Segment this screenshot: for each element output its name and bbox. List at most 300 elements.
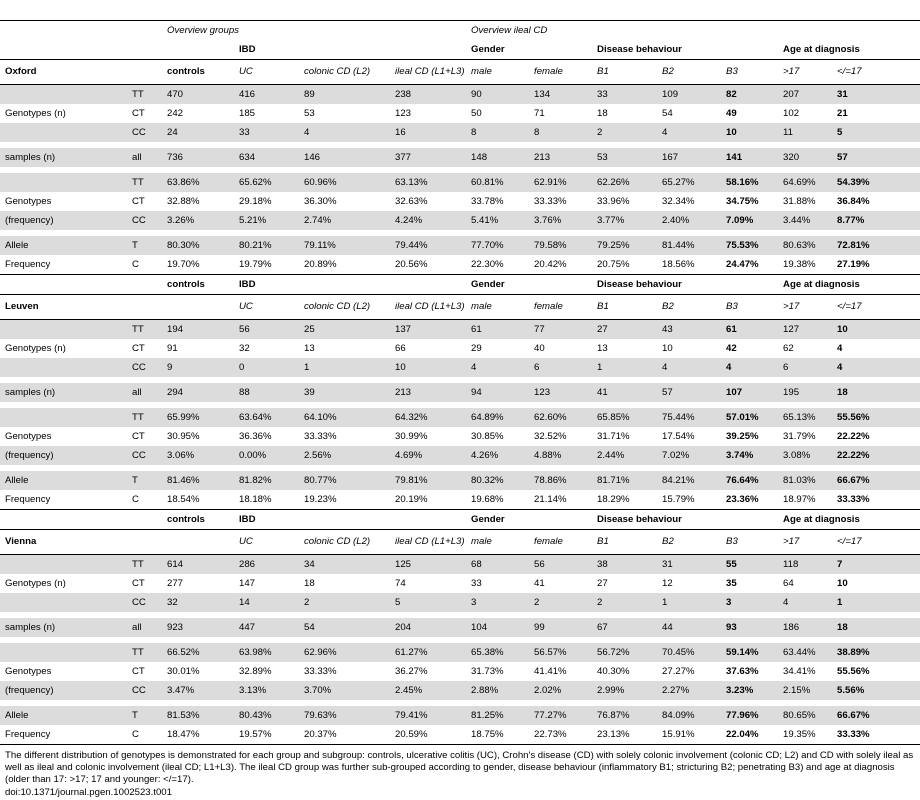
data-cell: 88 xyxy=(234,383,299,402)
data-cell: 634 xyxy=(234,148,299,167)
data-cell: 77.27% xyxy=(529,706,592,725)
column-header: B3 xyxy=(721,530,778,555)
cohort-name: Vienna xyxy=(0,530,127,555)
row-label: Genotypes xyxy=(5,195,52,207)
data-cell: 22.04% xyxy=(721,725,778,745)
row-label: Genotypes (n) xyxy=(5,577,66,589)
data-cell: 78.86% xyxy=(529,471,592,490)
data-cell: 42 xyxy=(726,342,737,354)
data-cell: 18 xyxy=(597,107,608,119)
data-cell: CT xyxy=(132,665,145,677)
data-cell: 147 xyxy=(239,577,256,589)
data-cell: 61 xyxy=(721,320,778,340)
data-cell: 90 xyxy=(466,85,529,105)
data-cell: TT xyxy=(127,408,162,427)
data-cell: 7.02% xyxy=(657,446,721,465)
data-cell: 39.25% xyxy=(726,430,759,442)
row-label: Genotypes xyxy=(5,665,52,677)
table-row xyxy=(0,21,920,40)
data-cell: 29 xyxy=(471,342,482,354)
data-cell: 62.96% xyxy=(299,643,390,662)
data-cell: 19.38% xyxy=(778,255,832,275)
data-cell: 79.81% xyxy=(390,471,466,490)
data-cell: 2 xyxy=(592,123,657,142)
data-cell: 81.82% xyxy=(234,471,299,490)
data-cell: 41 xyxy=(534,577,545,589)
data-cell: 81.46% xyxy=(162,471,234,490)
data-cell: 57.01% xyxy=(721,408,778,427)
row-label: samples (n) xyxy=(0,618,127,637)
data-cell: 19.70% xyxy=(162,255,234,275)
data-cell: 3 xyxy=(466,593,529,612)
data-cell: 22.30% xyxy=(466,255,529,275)
data-cell: 123 xyxy=(529,383,592,402)
data-cell: 31.71% xyxy=(597,430,630,442)
table-row xyxy=(0,510,920,530)
data-cell: 31.88% xyxy=(783,195,816,207)
data-cell: 10 xyxy=(837,577,848,589)
data-cell: 4 xyxy=(832,358,920,377)
column-header: B1 xyxy=(592,295,657,320)
table-row xyxy=(0,173,920,192)
row-label xyxy=(0,643,127,662)
data-cell: 18.29% xyxy=(592,490,657,510)
data-cell: 34.41% xyxy=(783,665,816,677)
row-label: Frequency xyxy=(0,490,127,510)
genotype-table xyxy=(0,21,920,745)
data-cell: 32.34% xyxy=(662,195,695,207)
data-cell: 33.33% xyxy=(304,665,337,677)
data-cell: 29.18% xyxy=(239,195,272,207)
data-cell: T xyxy=(127,236,162,255)
data-cell: 18.18% xyxy=(234,490,299,510)
data-cell: 20.42% xyxy=(529,255,592,275)
data-cell: 125 xyxy=(390,555,466,575)
data-cell: 8.77% xyxy=(832,211,920,230)
data-cell: TT xyxy=(127,85,162,105)
data-cell: 238 xyxy=(390,85,466,105)
row-label: samples (n) xyxy=(0,148,127,167)
data-cell: 21.14% xyxy=(529,490,592,510)
blank-cell xyxy=(127,275,162,295)
row-label: (frequency) xyxy=(0,211,127,230)
data-cell: 63.64% xyxy=(234,408,299,427)
data-cell: 4.24% xyxy=(390,211,466,230)
data-cell: 13 xyxy=(304,342,315,354)
column-header: B2 xyxy=(657,60,721,85)
column-header: UC xyxy=(234,530,299,555)
data-cell: 79.63% xyxy=(299,706,390,725)
data-cell: CC xyxy=(127,681,162,700)
row-label: Genotypes (n) xyxy=(5,107,66,119)
data-cell: 207 xyxy=(778,85,832,105)
column-header: female xyxy=(529,60,592,85)
data-cell: 82 xyxy=(721,85,778,105)
data-cell: TT xyxy=(127,173,162,192)
data-cell: 204 xyxy=(390,618,466,637)
table-row xyxy=(0,593,920,612)
data-cell: 16 xyxy=(390,123,466,142)
data-cell: 185 xyxy=(239,107,256,119)
data-cell: 37.63% xyxy=(726,665,759,677)
data-cell: 71 xyxy=(534,107,545,119)
data-cell: 30.99% xyxy=(395,430,428,442)
data-cell: 32 xyxy=(162,593,234,612)
table-row xyxy=(0,555,920,575)
table-row xyxy=(0,295,920,320)
data-cell: 32.63% xyxy=(395,195,428,207)
data-cell: 32.88% xyxy=(167,195,200,207)
data-cell: CT xyxy=(132,195,145,207)
data-cell: 66 xyxy=(395,342,406,354)
data-cell: 109 xyxy=(657,85,721,105)
data-cell: 107 xyxy=(721,383,778,402)
disease-behaviour-header: Disease behaviour xyxy=(592,275,778,295)
data-cell: 72.81% xyxy=(832,236,920,255)
data-cell: 50 xyxy=(471,107,482,119)
data-cell: 2 xyxy=(529,593,592,612)
row-label: (frequency) xyxy=(0,681,127,700)
data-cell: CC xyxy=(127,211,162,230)
data-cell: 137 xyxy=(390,320,466,340)
data-cell: 41 xyxy=(592,383,657,402)
data-cell: 194 xyxy=(162,320,234,340)
data-cell: T xyxy=(127,706,162,725)
data-cell: all xyxy=(127,383,162,402)
data-cell: 20.37% xyxy=(299,725,390,745)
data-cell: 38 xyxy=(592,555,657,575)
data-cell: 99 xyxy=(529,618,592,637)
data-cell: 18 xyxy=(832,618,920,637)
table-row xyxy=(0,643,920,662)
data-cell: 22.22% xyxy=(832,446,920,465)
disease-behaviour-header: Disease behaviour xyxy=(592,510,778,530)
data-cell: 35 xyxy=(726,577,737,589)
data-cell: 44 xyxy=(657,618,721,637)
ibd-header: IBD xyxy=(234,40,466,60)
row-label xyxy=(0,173,127,192)
data-cell: 54 xyxy=(662,107,673,119)
table-row xyxy=(0,192,920,211)
data-cell: 33 xyxy=(471,577,482,589)
column-header: B2 xyxy=(657,530,721,555)
data-cell: T xyxy=(127,471,162,490)
data-cell: 33.96% xyxy=(597,195,630,207)
data-cell: CT xyxy=(132,342,145,354)
blank-cell xyxy=(127,530,162,555)
data-cell: 75.53% xyxy=(721,236,778,255)
data-cell: 186 xyxy=(778,618,832,637)
data-cell: 3.76% xyxy=(529,211,592,230)
data-cell: 23.13% xyxy=(592,725,657,745)
data-cell: 63.44% xyxy=(778,643,832,662)
data-cell: 3 xyxy=(721,593,778,612)
column-header: </=17 xyxy=(832,295,920,320)
data-cell: 66.67% xyxy=(832,706,920,725)
data-cell: 2.45% xyxy=(390,681,466,700)
table-row xyxy=(0,408,920,427)
data-cell: 33.33% xyxy=(832,725,920,745)
table-row xyxy=(0,530,920,555)
column-header: male xyxy=(466,530,529,555)
data-cell: 5 xyxy=(832,123,920,142)
column-header: B3 xyxy=(721,295,778,320)
data-cell: 7 xyxy=(832,555,920,575)
data-cell: 10 xyxy=(390,358,466,377)
column-header: female xyxy=(529,530,592,555)
data-cell: 3.13% xyxy=(234,681,299,700)
table-row xyxy=(0,104,920,123)
column-header: male xyxy=(466,60,529,85)
data-cell: 34.75% xyxy=(726,195,759,207)
table-row xyxy=(0,618,920,637)
column-header: UC xyxy=(234,60,299,85)
data-cell: 11 xyxy=(778,123,832,142)
data-cell: 20.89% xyxy=(299,255,390,275)
column-header: colonic CD (L2) xyxy=(299,295,390,320)
data-cell: 93 xyxy=(721,618,778,637)
column-header: colonic CD (L2) xyxy=(299,530,390,555)
controls-header: controls xyxy=(162,275,234,295)
column-header: male xyxy=(466,295,529,320)
data-cell: 1 xyxy=(832,593,920,612)
column-header: B1 xyxy=(592,530,657,555)
column-header: ileal CD (L1+L3) xyxy=(390,530,466,555)
data-cell: 65.38% xyxy=(466,643,529,662)
data-cell: 134 xyxy=(529,85,592,105)
data-cell: 19.35% xyxy=(778,725,832,745)
data-cell: 19.79% xyxy=(234,255,299,275)
data-cell: 213 xyxy=(390,383,466,402)
data-cell: 22.73% xyxy=(529,725,592,745)
column-header: female xyxy=(529,295,592,320)
column-header: >17 xyxy=(778,295,832,320)
data-cell: 1 xyxy=(657,593,721,612)
data-cell: 4 xyxy=(721,358,778,377)
data-cell: 20.19% xyxy=(390,490,466,510)
gender-header: Gender xyxy=(466,40,592,60)
data-cell: 1 xyxy=(299,358,390,377)
data-cell: 22.22% xyxy=(837,430,870,442)
data-cell: 18.56% xyxy=(657,255,721,275)
data-cell: C xyxy=(127,490,162,510)
row-label xyxy=(0,593,127,612)
data-cell: 33 xyxy=(592,85,657,105)
data-cell: TT xyxy=(127,555,162,575)
data-cell: 6 xyxy=(529,358,592,377)
data-cell: 3.06% xyxy=(162,446,234,465)
data-cell: 84.21% xyxy=(657,471,721,490)
age-header: Age at diagnosis xyxy=(778,510,920,530)
data-cell: 294 xyxy=(162,383,234,402)
data-cell: 470 xyxy=(162,85,234,105)
data-cell: 4 xyxy=(299,123,390,142)
data-cell: TT xyxy=(127,320,162,340)
data-cell: 77.70% xyxy=(466,236,529,255)
data-cell: 18.54% xyxy=(162,490,234,510)
row-label xyxy=(0,555,127,575)
data-cell: 20.59% xyxy=(390,725,466,745)
data-cell: 80.65% xyxy=(778,706,832,725)
data-cell: 65.85% xyxy=(592,408,657,427)
data-cell: 3.44% xyxy=(778,211,832,230)
row-label: Allele xyxy=(0,236,127,255)
data-cell: 31.73% xyxy=(471,665,504,677)
data-cell: 19.57% xyxy=(234,725,299,745)
data-cell: 416 xyxy=(234,85,299,105)
data-cell: 56.57% xyxy=(529,643,592,662)
data-cell: 59.14% xyxy=(721,643,778,662)
data-cell: 32.52% xyxy=(534,430,567,442)
data-cell: 63.13% xyxy=(390,173,466,192)
table-caption: The different distribution of genotypes is demonstrated for each group and subgroup: controls, ulcerative colitis (UC), Crohn's disease (CD) with solely colonic involvement (colonic CD; L2) and CD with solely ileal as well as ileal and colonic involvement (ileal CD; L1+L3). The ileal CD group was further sub-grouped according to gender, disease behaviour (inflammatory B1; stricturing B2; penetrating B3) and age at diagnosis (older than 17: >17; 17 and younger: </=17). xyxy=(5,750,914,785)
blank-cell xyxy=(162,295,234,320)
data-cell: 2.02% xyxy=(529,681,592,700)
row-label: Genotypes xyxy=(5,430,52,442)
data-cell: 61 xyxy=(466,320,529,340)
data-cell: 24 xyxy=(162,123,234,142)
data-cell: 1 xyxy=(592,358,657,377)
data-cell: 67 xyxy=(592,618,657,637)
data-cell: 15.91% xyxy=(657,725,721,745)
table-row xyxy=(0,275,920,295)
cohort-name: Oxford xyxy=(0,60,127,85)
data-cell: 2.56% xyxy=(299,446,390,465)
data-cell: 17.54% xyxy=(662,430,695,442)
blank-cell xyxy=(0,275,127,295)
data-cell: 81.25% xyxy=(466,706,529,725)
data-cell: all xyxy=(127,618,162,637)
data-cell: 6 xyxy=(778,358,832,377)
data-cell: 102 xyxy=(783,107,800,119)
row-label: Genotypes (n) xyxy=(5,342,66,354)
data-cell: 56 xyxy=(234,320,299,340)
data-cell: 614 xyxy=(162,555,234,575)
blank-cell xyxy=(127,21,162,40)
data-cell: 195 xyxy=(778,383,832,402)
data-cell: 36.84% xyxy=(837,195,870,207)
table-row xyxy=(0,320,920,340)
data-cell: 32 xyxy=(239,342,250,354)
data-cell: 3.23% xyxy=(721,681,778,700)
data-cell: 77.96% xyxy=(721,706,778,725)
data-cell: 3.74% xyxy=(721,446,778,465)
data-cell: 64.89% xyxy=(466,408,529,427)
data-cell: 68 xyxy=(466,555,529,575)
blank-cell xyxy=(127,295,162,320)
data-cell: 104 xyxy=(466,618,529,637)
data-cell: 81.71% xyxy=(592,471,657,490)
table-row xyxy=(0,236,920,255)
blank-cell xyxy=(127,510,162,530)
data-cell: 40.30% xyxy=(597,665,630,677)
data-cell: 12 xyxy=(662,577,673,589)
data-cell: 2.40% xyxy=(657,211,721,230)
data-cell: 10 xyxy=(832,320,920,340)
data-cell: 2.15% xyxy=(778,681,832,700)
data-cell: 2.44% xyxy=(592,446,657,465)
data-cell: 80.32% xyxy=(466,471,529,490)
blank-cell xyxy=(127,40,162,60)
column-header: </=17 xyxy=(832,60,920,85)
data-cell: 64.32% xyxy=(390,408,466,427)
table-row xyxy=(0,725,920,745)
data-cell: 5.21% xyxy=(234,211,299,230)
ibd-header: IBD xyxy=(234,510,466,530)
data-cell: 18.75% xyxy=(466,725,529,745)
table-row xyxy=(0,681,920,700)
data-cell: 447 xyxy=(234,618,299,637)
data-cell: 36.30% xyxy=(304,195,337,207)
row-label xyxy=(0,358,127,377)
column-header: colonic CD (L2) xyxy=(299,60,390,85)
data-cell: 3.08% xyxy=(778,446,832,465)
data-cell: 55.56% xyxy=(837,665,870,677)
row-label: Frequency xyxy=(0,725,127,745)
data-cell: 55 xyxy=(721,555,778,575)
data-cell: 4 xyxy=(657,123,721,142)
data-cell: 33.78% xyxy=(471,195,504,207)
data-cell: 55.56% xyxy=(832,408,920,427)
table-row xyxy=(0,85,920,105)
data-cell: 18.97% xyxy=(778,490,832,510)
data-cell: 8 xyxy=(529,123,592,142)
data-cell: 65.99% xyxy=(162,408,234,427)
table-row xyxy=(0,339,920,358)
data-cell: 40 xyxy=(534,342,545,354)
data-cell: 80.30% xyxy=(162,236,234,255)
overview-ileal-header: Overview ileal CD xyxy=(471,24,548,36)
table-row xyxy=(0,574,920,593)
data-cell: 277 xyxy=(167,577,184,589)
data-cell: 33.33% xyxy=(534,195,567,207)
data-cell: 14 xyxy=(234,593,299,612)
data-cell: 79.11% xyxy=(299,236,390,255)
data-cell: 63.98% xyxy=(234,643,299,662)
data-cell: 38.89% xyxy=(832,643,920,662)
row-label: (frequency) xyxy=(0,446,127,465)
age-header: Age at diagnosis xyxy=(778,275,920,295)
data-cell: 27 xyxy=(592,320,657,340)
row-label xyxy=(0,408,127,427)
data-cell: 63.86% xyxy=(162,173,234,192)
data-cell: 5.56% xyxy=(832,681,920,700)
data-cell: 56 xyxy=(529,555,592,575)
data-cell: 54 xyxy=(299,618,390,637)
overview-groups-header: Overview groups xyxy=(167,24,239,36)
data-cell: 81.44% xyxy=(657,236,721,255)
data-cell: 27.27% xyxy=(662,665,695,677)
data-cell: 66.52% xyxy=(162,643,234,662)
data-cell: 242 xyxy=(167,107,184,119)
data-cell: 286 xyxy=(234,555,299,575)
age-header: Age at diagnosis xyxy=(778,40,920,60)
data-cell: 89 xyxy=(299,85,390,105)
data-cell: 923 xyxy=(162,618,234,637)
data-cell: 377 xyxy=(390,148,466,167)
table-row xyxy=(0,60,920,85)
column-header: ileal CD (L1+L3) xyxy=(390,295,466,320)
data-cell: 167 xyxy=(657,148,721,167)
column-header: >17 xyxy=(778,530,832,555)
data-cell: 56.72% xyxy=(592,643,657,662)
data-cell: 0.00% xyxy=(234,446,299,465)
data-cell: 4 xyxy=(657,358,721,377)
data-cell: 4 xyxy=(837,342,843,354)
data-cell: 64.10% xyxy=(299,408,390,427)
data-cell: 65.62% xyxy=(234,173,299,192)
row-label: samples (n) xyxy=(0,383,127,402)
